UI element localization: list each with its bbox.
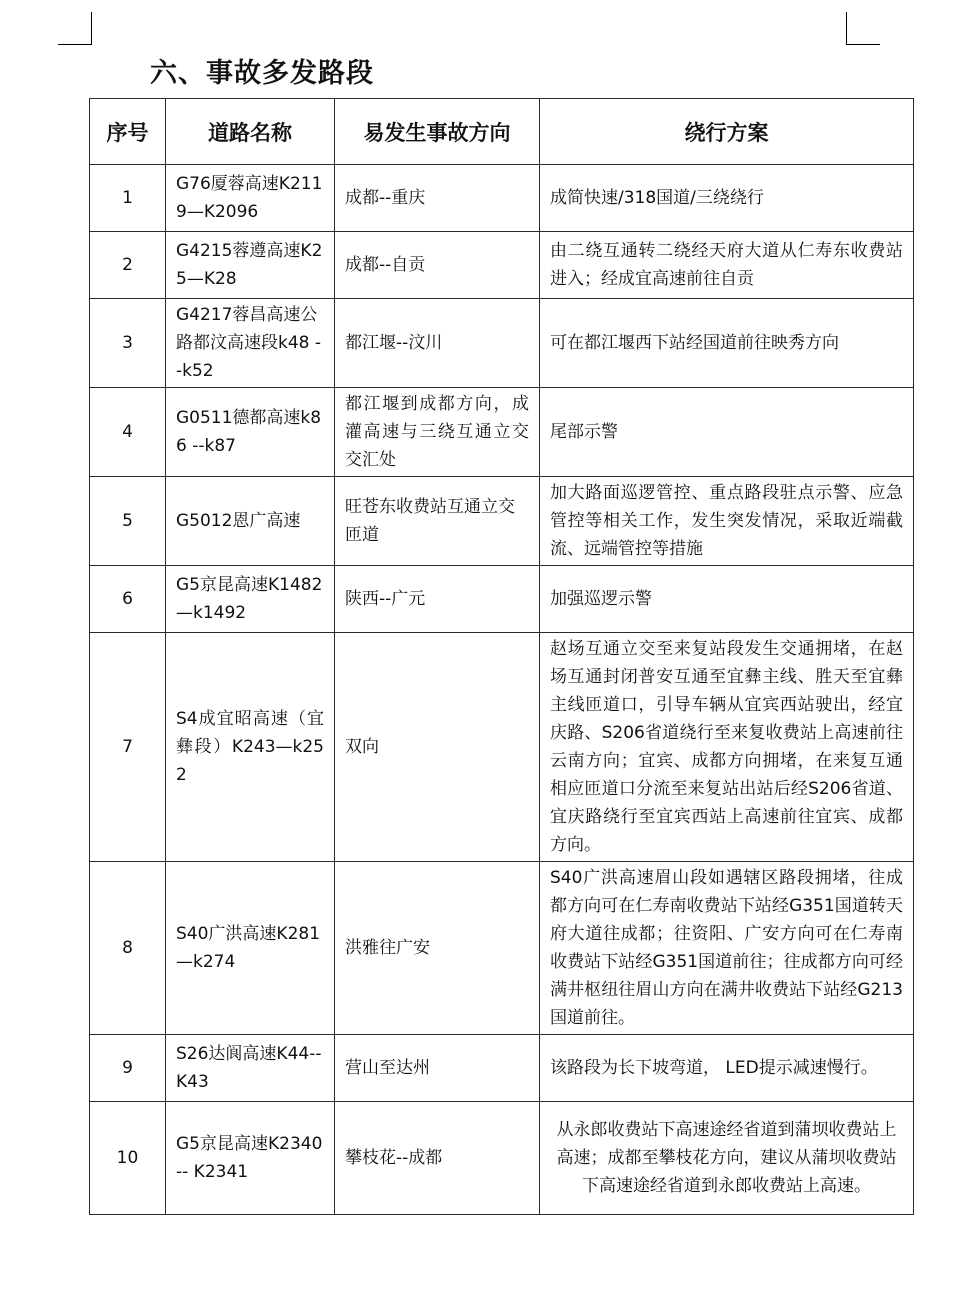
row-index: 1	[90, 165, 166, 232]
table-row	[90, 388, 914, 477]
table-row	[90, 1035, 914, 1102]
road-name: G5京昆高速K1482—k1492	[166, 566, 335, 633]
road-name: S4成宜昭高速（宜彝段）K243—k252	[166, 633, 335, 862]
detour-plan: 该路段为长下坡弯道， LED提示减速慢行。	[540, 1035, 914, 1102]
table-row	[90, 633, 914, 862]
accident-direction: 双向	[335, 633, 540, 862]
road-name: G4215蓉遵高速K25—K28	[166, 232, 335, 299]
detour-plan: 尾部示警	[540, 388, 914, 477]
accident-direction: 成都--自贡	[335, 232, 540, 299]
row-index: 4	[90, 388, 166, 477]
detour-plan: 加大路面巡逻管控、重点路段驻点示警、应急管控等相关工作，发生突发情况，采取近端截流、远端管控等措施	[540, 477, 914, 566]
road-name: G4217蓉昌高速公路都汶高速段k48 --k52	[166, 299, 335, 388]
table-row	[90, 232, 914, 299]
row-index: 2	[90, 232, 166, 299]
road-name: G5京昆高速K2340-- K2341	[166, 1102, 335, 1215]
detour-plan: 可在都江堰西下站经国道前往映秀方向	[540, 299, 914, 388]
accident-direction: 旺苍东收费站互通立交匝道	[335, 477, 540, 566]
row-index: 6	[90, 566, 166, 633]
header-index: 序号	[90, 99, 166, 165]
accident-direction: 成都--重庆	[335, 165, 540, 232]
road-name: G5012恩广高速	[166, 477, 335, 566]
table-row	[90, 1102, 914, 1215]
row-index: 5	[90, 477, 166, 566]
row-index: 8	[90, 862, 166, 1035]
detour-plan: 加强巡逻示警	[540, 566, 914, 633]
road-name: G0511德都高速k86 --k87	[166, 388, 335, 477]
accident-direction: 攀枝花--成都	[335, 1102, 540, 1215]
detour-plan: 从永郎收费站下高速途经省道到蒲坝收费站上高速；成都至攀枝花方向，建议从蒲坝收费站下高速途经省道到永郎收费站上高速。	[540, 1102, 914, 1215]
table-header-row	[90, 99, 914, 165]
detour-plan: 赵场互通立交至来复站段发生交通拥堵，在赵场互通封闭普安互通至宜彝主线、胜天至宜彝主线匝道口，引导车辆从宜宾西站驶出，经宜庆路、S206省道绕行至来复收费站上高速前往云南方向；宜宾、成都方向拥堵，在来复互通相应匝道口分流至来复站出站后经S206省道、宜庆路绕行至宜宾西站上高速前往宜宾、成都方向。	[540, 633, 914, 862]
accident-direction: 洪雅往广安	[335, 862, 540, 1035]
section-title: 六、事故多发路段	[150, 58, 374, 89]
row-index: 3	[90, 299, 166, 388]
header-accident-direction: 易发生事故方向	[335, 99, 540, 165]
accident-direction: 营山至达州	[335, 1035, 540, 1102]
row-index: 10	[90, 1102, 166, 1215]
table-row	[90, 477, 914, 566]
accident-direction: 都江堰--汶川	[335, 299, 540, 388]
road-name: G76厦蓉高速K2119—K2096	[166, 165, 335, 232]
crop-mark-top-left	[58, 44, 92, 45]
road-name: S26达阆高速K44-- K43	[166, 1035, 335, 1102]
road-name: S40广洪高速K281—k274	[166, 862, 335, 1035]
table-row	[90, 165, 914, 232]
crop-mark-top-right	[846, 12, 847, 45]
row-index: 7	[90, 633, 166, 862]
table-row	[90, 566, 914, 633]
crop-mark-top-right	[846, 44, 880, 45]
detour-plan: 成简快速/318国道/三绕绕行	[540, 165, 914, 232]
table-row	[90, 862, 914, 1035]
header-detour-plan: 绕行方案	[540, 99, 914, 165]
detour-plan: S40广洪高速眉山段如遇辖区路段拥堵，往成都方向可在仁寿南收费站下站经G351国道转天府大道往成都；往资阳、广安方向可在仁寿南收费站下站经G351国道前往；往成都方向可经满井枢纽往眉山方向在满井收费站下站经G213国道前往。	[540, 862, 914, 1035]
table-row	[90, 299, 914, 388]
accident-road-table	[89, 98, 914, 1215]
row-index: 9	[90, 1035, 166, 1102]
accident-direction: 都江堰到成都方向，成灌高速与三绕互通立交交汇处	[335, 388, 540, 477]
detour-plan: 由二绕互通转二绕经天府大道从仁寿东收费站进入；经成宜高速前往自贡	[540, 232, 914, 299]
crop-mark-top-left	[91, 12, 92, 45]
accident-direction: 陕西--广元	[335, 566, 540, 633]
header-road-name: 道路名称	[166, 99, 335, 165]
